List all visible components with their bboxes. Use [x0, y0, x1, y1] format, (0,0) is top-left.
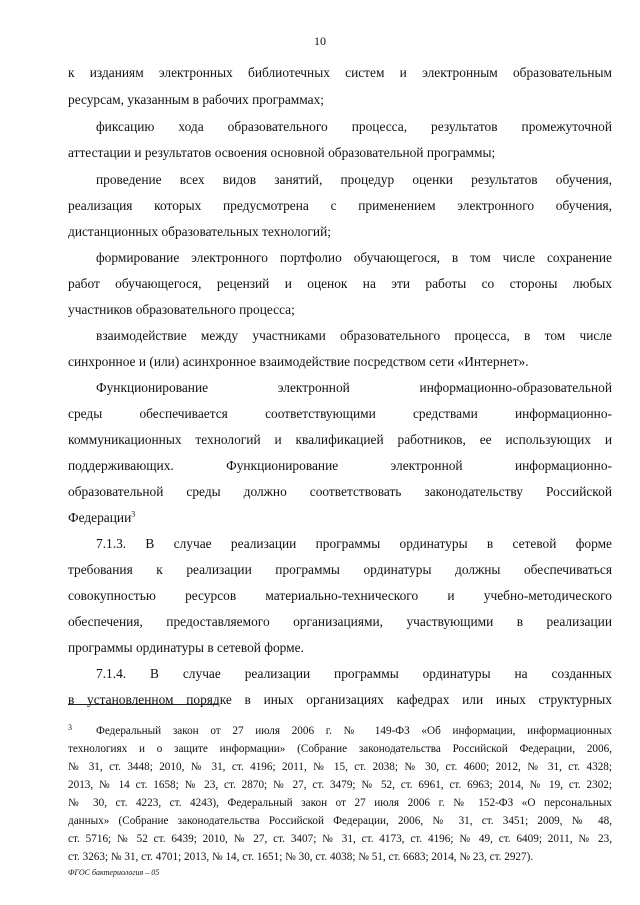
body-line-text: Федерации [68, 510, 132, 525]
body-line: формирование электронного портфолио обучающегося, в том числе сохранение [96, 250, 612, 265]
body-line: аттестации и результатов освоения основной образовательной программы; [68, 145, 496, 160]
body-line: Функционирование электронной информационно-образовательной [96, 380, 612, 395]
footnote-mark: 3 [68, 723, 72, 732]
body-line: дистанционных образовательных технологий; [68, 224, 331, 239]
body-line: проведение всех видов занятий, процедур оценки результатов обучения, [96, 172, 612, 187]
footnote-line: № 31, ст. 3448; 2010, № 31, ст. 4196; 2011, № 15, ст. 2038; № 30, ст. 4600; 2012, № 31, ст. 4328; [68, 761, 612, 773]
body-line: образовательной среды должно соответствовать законодательству Российской [68, 484, 612, 499]
body-line: синхронное и (или) асинхронное взаимодействие посредством сети «Интернет». [68, 354, 529, 369]
body-line: участников образовательного процесса; [68, 302, 295, 317]
body-line [68, 511, 612, 524]
page-number: 10 [314, 34, 326, 48]
body-line: в установленном порядке в иных организациях кафедрах или иных структурных [68, 692, 612, 707]
body-line: реализация которых предусмотрена с применением электронного обучения, [68, 198, 612, 213]
body-line: среды обеспечивается соответствующими средствами информационно- [68, 406, 612, 421]
body-line: поддерживающих. Функционирование электронной информационно- [68, 458, 612, 473]
footnote-line: ст. 5716; № 52 ст. 6439; 2010, № 27, ст. 3407; № 31, ст. 4173, ст. 4196; № 49, ст. 6409; 2011, № 23, [68, 833, 612, 845]
body-line: работ обучающегося, рецензий и оценок на эти работы со стороны любых [68, 276, 612, 291]
body-line: взаимодействие между участниками образовательного процесса, в том числе [96, 328, 612, 343]
body-line: ресурсам, указанным в рабочих программах; [68, 92, 324, 107]
footnote-separator [68, 704, 218, 705]
footnote-line: № 30, ст. 4223, ст. 4243), Федеральный закон от 27 июля 2006 г. № 152-ФЗ «О персональных [68, 797, 612, 809]
page-footer: ФГОС бактериология – 05 [68, 868, 160, 877]
body-line: требования к реализации программы ординатуры должны обеспечиваться [68, 562, 612, 577]
body-line: 7.1.3. В случае реализации программы ординатуры в сетевой форме [96, 536, 612, 551]
body-line: коммуникационных технологий и квалификацией работников, ее использующих и [68, 432, 612, 447]
footnote-line: 2013, № 14 ст. 1658; № 23, ст. 2870; № 27, ст. 3479; № 52, ст. 6961, ст. 6963; 2014, № 19, ст. 2302; [68, 779, 612, 791]
body-line: фиксацию хода образовательного процесса, результатов промежуточной [96, 119, 612, 134]
footnote-line: Федеральный закон от 27 июля 2006 г. № 149-ФЗ «Об информации, информационных [96, 725, 612, 737]
body-line: 7.1.4. В случае реализации программы ординатуры на созданных [96, 666, 612, 681]
body-line: к изданиям электронных библиотечных систем и электронным образовательным [68, 65, 612, 80]
body-line: совокупностью ресурсов материально-технического и учебно-методического [68, 588, 612, 603]
footnote-line: ст. 3263; № 31, ст. 4701; 2013, № 14, ст. 1651; № 30, ст. 4038; № 51, ст. 6683; 2014, № 23, ст. 2927). [68, 851, 534, 863]
body-line: программы ординатуры в сетевой форме. [68, 640, 304, 655]
footnote-reference: 3 [131, 509, 136, 519]
footnote-line: технологиях и о защите информации» (Собрание законодательства Российской Федерации, 2006, [68, 743, 612, 755]
footnote-line: данных» (Собрание законодательства Российской Федерации, 2006, № 31, ст. 3451; 2009, № 48, [68, 815, 612, 827]
body-line: обеспечения, предоставляемого организациями, участвующими в реализации [68, 614, 612, 629]
